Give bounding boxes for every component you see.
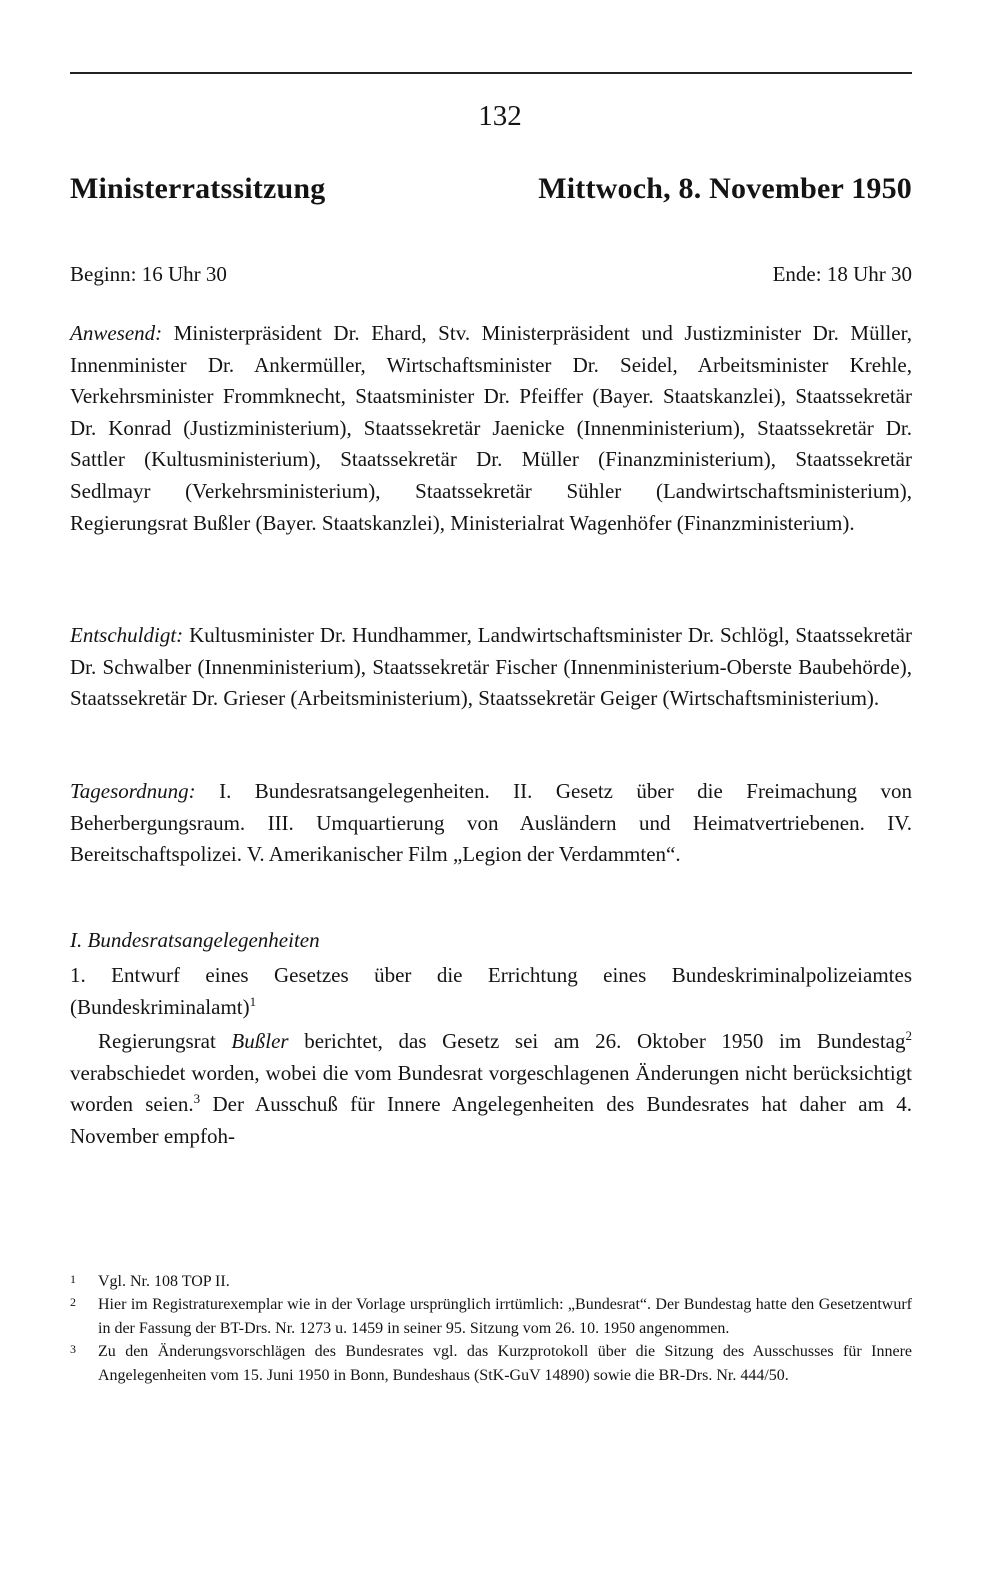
footnote-number: 1	[70, 1272, 76, 1286]
footnote	[70, 1270, 912, 1293]
agenda-paragraph	[70, 776, 912, 871]
session-times	[70, 262, 912, 287]
page-number: 132	[478, 100, 522, 132]
footnote-ref-2: 2	[905, 1028, 912, 1043]
session-date: Mittwoch, 8. November 1950	[538, 172, 912, 205]
end-time: Ende: 18 Uhr 30	[772, 262, 912, 286]
attendees-label: Anwesend:	[70, 321, 163, 345]
agenda-text: I. Bundesratsangelegenheiten. II. Gesetz über die Freimachung von Beherbergungsraum. III. Umquartierung von Ausländern und Heimatvertriebenen. IV. Bereitschaftspolizei. V. Amerikanischer Film „Legion der Verdammten“.	[70, 779, 912, 867]
session-title: Ministerratssitzung	[70, 172, 326, 205]
footnote-number: 2	[70, 1295, 76, 1310]
footnote-text: Vgl. Nr. 108 TOP II.	[98, 1273, 230, 1290]
footnote-number: 3	[70, 1342, 76, 1357]
footnote	[70, 1340, 912, 1387]
session-header	[70, 172, 912, 206]
section-heading: I. Bundesratsangelegenheiten	[70, 928, 320, 952]
begin-time: Beginn: 16 Uhr 30	[70, 262, 227, 286]
report-text-a: Regierungsrat	[98, 1029, 232, 1053]
attendees-text: Ministerpräsident Dr. Ehard, Stv. Ministerpräsident und Justizminister Dr. Müller, Innenminister Dr. Ankermüller, Wirtschaftsminister Dr. Seidel, Arbeitsminister Krehle, Verkehrsminister Frommknecht, Staatsminister Dr. Pfeiffer (Bayer. Staatskanzlei), Staatssekretär Dr. Konrad (Justizministerium), Staatssekretär Jaenicke (Innenministerium), Staatssekretär Dr. Sattler (Kultusministerium), Staatssekretär Dr. Müller (Finanzministerium), Staatssekretär Sedlmayr (Verkehrsministerium), Staatssekretär Sühler (Landwirtschaftsministerium), Regierungsrat Bußler (Bayer. Staatskanzlei), Ministerialrat Wagenhöfer (Finanzministerium).	[70, 321, 912, 535]
attendees-paragraph	[70, 318, 912, 539]
footnote-text: Zu den Änderungsvorschlägen des Bundesrates vgl. das Kurzprotokoll über die Sitzung des Ausschusses für Innere Angelegenheiten vom 15. Juni 1950 in Bonn, Bundeshaus (StK-GuV 14890) sowie die BR-Drs. Nr. 444/50.	[98, 1343, 912, 1384]
footnote-text: Hier im Registraturexemplar wie in der Vorlage ursprünglich irrtümlich: „Bundesrat“. Der Bundestag hatte den Gesetzentwurf in der Fassung der BT-Drs. Nr. 1273 u. 1459 in seiner 95. Sitzung vom 26. 10. 1950 angenommen.	[98, 1296, 912, 1337]
header-rule	[70, 72, 912, 74]
footnote	[70, 1293, 912, 1340]
excused-text: Kultusminister Dr. Hundhammer, Landwirtschaftsminister Dr. Schlögl, Staatssekretär Dr. Schwalber (Innenministerium), Staatssekretär Fischer (Innenministerium-Oberste Baubehörde), Staatssekretär Dr. Grieser (Arbeitsministerium), Staatssekretär Geiger (Wirtschaftsministerium).	[70, 623, 912, 711]
excused-paragraph	[70, 620, 912, 715]
agenda-item-1-text: 1. Entwurf eines Gesetzes über die Errichtung eines Bundeskriminalpolizeiamtes (Bundeskriminalamt)	[70, 963, 912, 1019]
footnote-ref-1: 1	[249, 993, 257, 1009]
agenda-label: Tagesordnung:	[70, 779, 196, 803]
excused-label: Entschuldigt:	[70, 623, 184, 647]
speaker-name: Bußler	[231, 1029, 289, 1053]
footnotes	[70, 1270, 912, 1387]
report-text-d: Der Ausschuß für Innere Angelegenheiten des Bundesrates hat daher am 4. November empfoh-	[70, 1092, 912, 1148]
report-text-c: verabschiedet worden, wobei die vom Bundesrat vorgeschlagenen Änderungen nicht berücksichtigt worden seien.	[70, 1060, 912, 1117]
footnote-ref-3: 3	[193, 1091, 201, 1107]
report-text-b: berichtet, das Gesetz sei am 26. Oktober 1950 im Bundestag	[288, 1029, 906, 1053]
agenda-item-1	[70, 960, 912, 1023]
report-paragraph	[70, 1026, 912, 1152]
